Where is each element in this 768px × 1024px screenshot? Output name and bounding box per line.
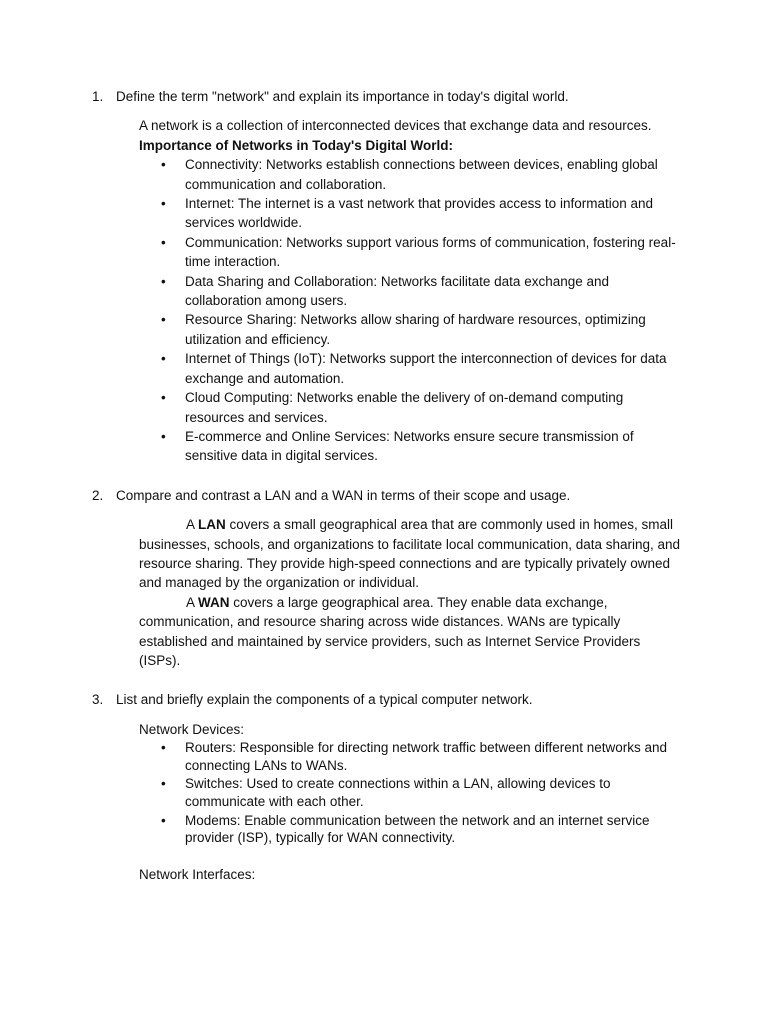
- question-3-text: List and briefly explain the components of a typical computer network.: [116, 692, 533, 708]
- list-item: • Modems: Enable communication between the network and an internet service provider (ISP), typically for WAN connectivity.: [139, 812, 684, 847]
- network-definition: A network is a collection of interconnected devices that exchange data and resources.: [139, 118, 652, 134]
- list-item: • Resource Sharing: Networks allow sharing of hardware resources, optimizing utilization and efficiency.: [139, 310, 684, 349]
- wan-text: covers a large geographical area. They enable data exchange, communication, and resource sharing across wide distances. WANs are typically established and maintained by service providers, such as Internet Service Providers (ISPs).: [139, 594, 641, 668]
- list-item: • Routers: Responsible for directing network traffic between different networks and connecting LANs to WANs.: [139, 739, 684, 774]
- lan-text: covers a small geographical area that are commonly used in homes, small businesses, schools, and organizations to facilitate local communication, data sharing, and resource sharing. They provide high-speed connections and are typically privately owned and managed by the organization or individual.: [139, 517, 681, 591]
- lan-paragraph: [139, 515, 684, 593]
- answer-1: [139, 116, 684, 465]
- list-item: • Internet: The internet is a vast network that provides access to information and services worldwide.: [139, 194, 684, 233]
- question-2-text: Compare and contrast a LAN and a WAN in terms of their scope and usage.: [116, 487, 571, 503]
- importance-heading: Importance of Networks in Today's Digital World:: [139, 137, 453, 153]
- list-item: • E-commerce and Online Services: Networks ensure secure transmission of sensitive data in digital services.: [139, 427, 684, 466]
- list-item: • Connectivity: Networks establish connections between devices, enabling global communication and collaboration.: [139, 155, 684, 194]
- question-1-number: 1.: [92, 89, 104, 104]
- question-1-text: Define the term "network" and explain its importance in today's digital world.: [116, 89, 569, 104]
- list-item: • Switches: Used to create connections within a LAN, allowing devices to communicate with each other.: [139, 775, 684, 810]
- question-2-number: 2.: [92, 487, 104, 503]
- wan-paragraph: [139, 593, 684, 671]
- list-item: • Cloud Computing: Networks enable the delivery of on-demand computing resources and services.: [139, 388, 684, 427]
- devices-list: [139, 739, 684, 847]
- question-1: [0, 87, 688, 106]
- wan-term: WAN: [198, 594, 230, 610]
- answer-2: [139, 515, 684, 670]
- question-2: [0, 486, 688, 505]
- list-item: • Communication: Networks support various forms of communication, fostering real-time interaction.: [139, 233, 684, 272]
- answer-3: [139, 720, 684, 884]
- devices-heading: Network Devices:: [139, 721, 245, 737]
- wan-prefix: A: [186, 594, 199, 610]
- list-item: • Data Sharing and Collaboration: Networks facilitate data exchange and collaboration among users.: [139, 272, 684, 311]
- lan-prefix: A: [186, 517, 199, 533]
- list-item: • Internet of Things (IoT): Networks support the interconnection of devices for data exchange and automation.: [139, 349, 684, 388]
- question-3: [0, 690, 688, 709]
- importance-list: [139, 155, 684, 466]
- interfaces-heading: Network Interfaces:: [139, 866, 256, 882]
- lan-term: LAN: [198, 517, 226, 533]
- question-3-number: 3.: [92, 692, 104, 708]
